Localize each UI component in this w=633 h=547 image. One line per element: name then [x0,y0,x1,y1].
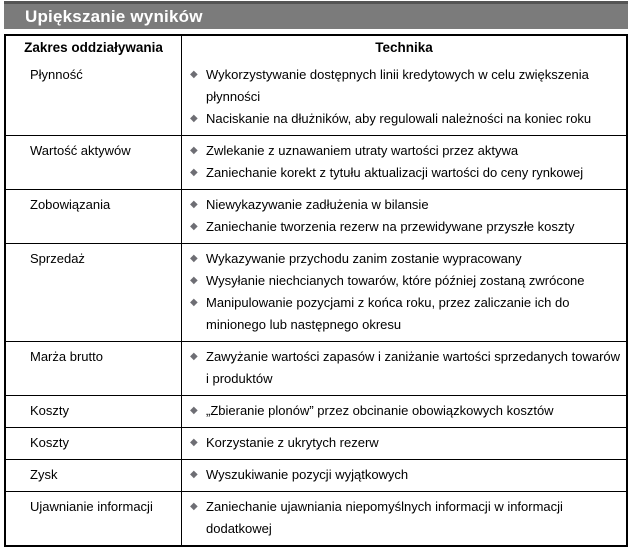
table-row [6,60,626,135]
page-title: Upiększanie wyników [25,6,203,26]
table-body [6,60,626,545]
technique-text: Zwlekanie z uznawaniem utraty wartości przez aktywa [206,143,519,158]
table-header-row [6,36,626,60]
technique-text: Naciskanie na dłużników, aby regulowali należności na koniec roku [206,111,592,126]
diamond-bullet-icon: ◆ [190,469,198,480]
technique-text: Manipulowanie pozycjami z końca roku, przez zaliczanie ich do minionego lub następnego okresu [206,295,570,332]
technique-text: Zaniechanie tworzenia rezerw na przewidywane przyszłe koszty [206,219,575,234]
table-row [6,427,626,459]
scope-cell: Ujawnianie informacji [6,492,182,545]
table-row [6,459,626,491]
table-row [6,491,626,545]
technique-item [190,248,620,270]
diamond-bullet-icon: ◆ [190,275,198,286]
diamond-bullet-icon: ◆ [190,167,198,178]
table-row [6,341,626,395]
scope-cell: Sprzedaż [6,244,182,341]
diamond-bullet-icon: ◆ [190,199,198,210]
diamond-bullet-icon: ◆ [190,113,198,124]
diamond-bullet-icon: ◆ [190,501,198,512]
scope-cell: Marża brutto [6,342,182,395]
diamond-bullet-icon: ◆ [190,69,198,80]
technique-item [190,464,620,486]
technique-item [190,194,620,216]
diamond-bullet-icon: ◆ [190,297,198,308]
technique-cell [182,136,626,189]
scope-cell: Płynność [6,60,182,135]
scope-cell: Koszty [6,428,182,459]
technique-text: Zaniechanie korekt z tytułu aktualizacji wartości do ceny rynkowej [206,165,584,180]
technique-text: „Zbieranie plonów” przez obcinanie obowiązkowych kosztów [206,403,554,418]
table-row [6,243,626,341]
scope-cell: Wartość aktywów [6,136,182,189]
column-header-technique: Technika [375,40,433,55]
technique-cell [182,244,626,341]
technique-text: Zaniechanie ujawniania niepomyślnych informacji w informacji dodatkowej [206,499,563,536]
results-table [4,34,628,547]
diamond-bullet-icon: ◆ [190,437,198,448]
technique-item [190,108,620,130]
technique-cell [182,492,626,545]
technique-item [190,64,620,108]
diamond-bullet-icon: ◆ [190,221,198,232]
technique-cell [182,460,626,491]
technique-item [190,432,620,454]
technique-text: Wysyłanie niechcianych towarów, które później zostaną zwrócone [206,273,585,288]
technique-item [190,346,620,390]
technique-cell [182,342,626,395]
scope-cell: Zysk [6,460,182,491]
diamond-bullet-icon: ◆ [190,145,198,156]
column-header-scope: Zakres oddziaływania [6,36,182,60]
technique-text: Wykazywanie przychodu zanim zostanie wypracowany [206,251,522,266]
technique-item [190,216,620,238]
technique-item [190,270,620,292]
technique-text: Korzystanie z ukrytych rezerw [206,435,379,450]
table-row [6,189,626,243]
technique-cell [182,60,626,135]
technique-item [190,140,620,162]
technique-item [190,162,620,184]
diamond-bullet-icon: ◆ [190,351,198,362]
scope-cell: Koszty [6,396,182,427]
technique-text: Zawyżanie wartości zapasów i zaniżanie wartości sprzedanych towarów i produktów [206,349,621,386]
technique-item [190,400,620,422]
technique-item [190,496,620,540]
technique-text: Wykorzystywanie dostępnych linii kredytowych w celu zwiększenia płynności [206,67,589,104]
diamond-bullet-icon: ◆ [190,405,198,416]
table-row [6,135,626,189]
technique-cell [182,396,626,427]
scope-cell: Zobowiązania [6,190,182,243]
technique-item [190,292,620,336]
title-bar [4,1,628,29]
technique-cell [182,190,626,243]
technique-text: Niewykazywanie zadłużenia w bilansie [206,197,429,212]
technique-text: Wyszukiwanie pozycji wyjątkowych [206,467,409,482]
table-row [6,395,626,427]
diamond-bullet-icon: ◆ [190,253,198,264]
technique-cell [182,428,626,459]
